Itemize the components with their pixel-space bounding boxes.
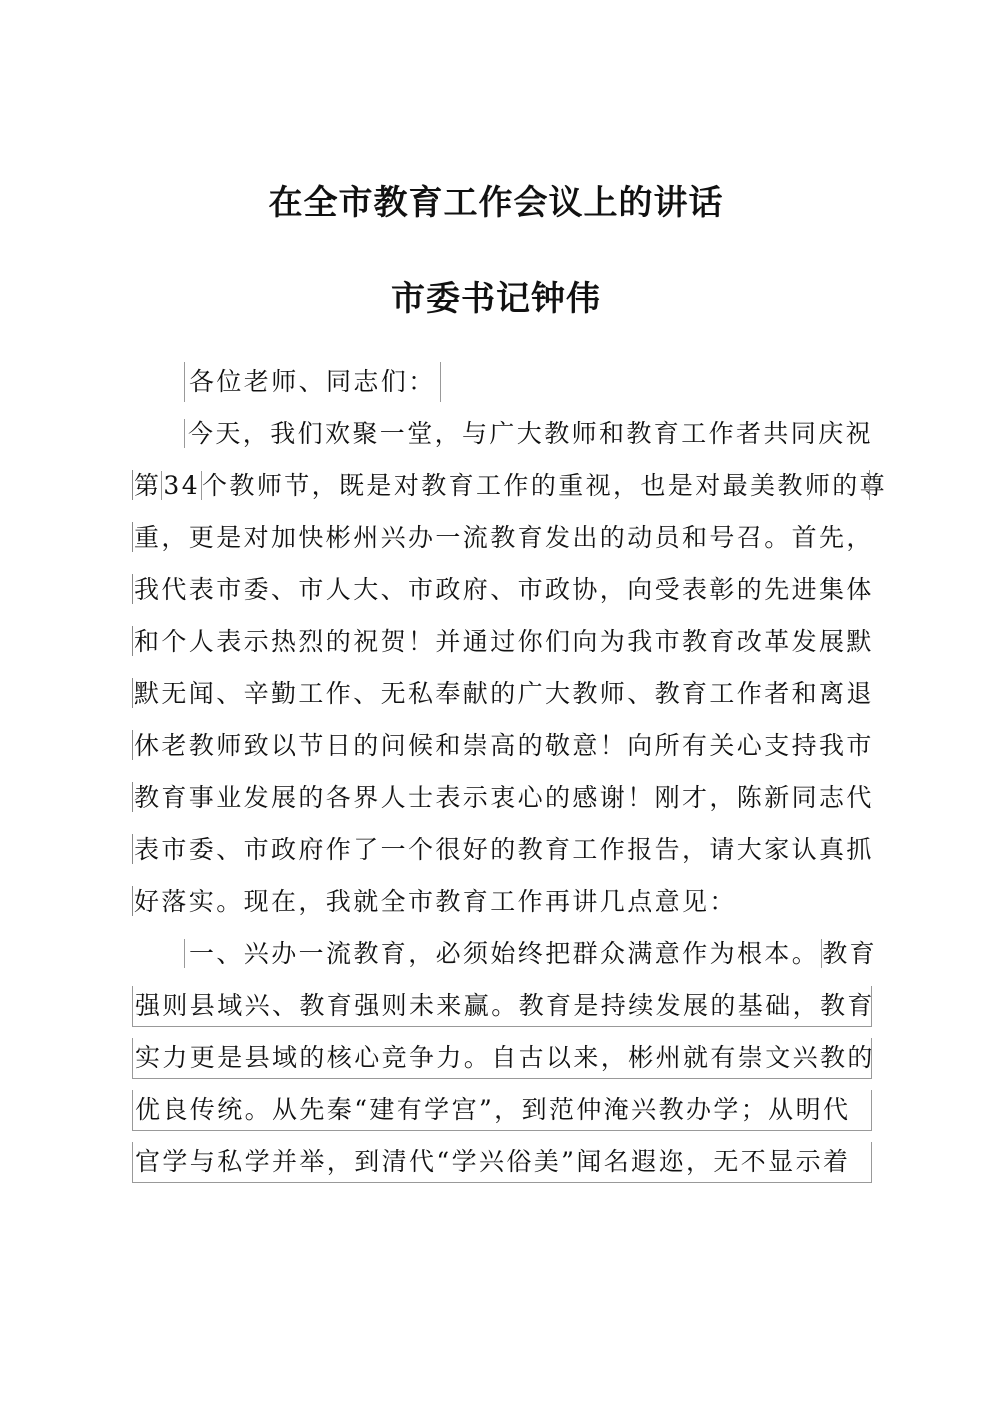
paragraph-text: 默无闻、辛勤工作、无私奉献的广大教师、教育工作者和离退: [134, 679, 874, 708]
paragraph-text: 优良传统。从先秦“建有学宫”，到范仲淹兴教办学；从明代: [132, 1090, 872, 1131]
paragraph-text: 官学与私学并举，到清代“学兴俗美”闻名遐迩，无不显示着: [132, 1142, 872, 1183]
section-heading-line: [132, 934, 878, 986]
paragraph-text: 实力更是县域的核心竞争力。自古以来，彬州就有崇文兴教的: [132, 1038, 872, 1079]
section-heading: 一、兴办一流教育，必须始终把群众满意作为根本。: [184, 939, 822, 968]
paragraph-text: 强则县域兴、教育强则未来赢。教育是持续发展的基础，教育: [132, 986, 872, 1027]
paragraph-line: [132, 830, 874, 882]
paragraph-line: [132, 1090, 870, 1142]
paragraph-line: [132, 518, 874, 570]
paragraph-text: 和个人表示热烈的祝贺！并通过你们向为我市教育改革发展默: [134, 627, 874, 656]
paragraph-line: [132, 882, 870, 934]
section-heading-tail: 教育: [822, 939, 878, 968]
paragraph-line: [132, 414, 874, 466]
paragraph-text: 今天，我们欢聚一堂，与广大教师和教育工作者共同庆祝: [184, 419, 873, 448]
paragraph-line: [132, 466, 888, 518]
greeting-line: [132, 362, 870, 414]
paragraph-text: 教育事业发展的各界人士表示衷心的感谢！刚才，陈新同志代: [134, 783, 874, 812]
author-line: 市委书记钟伟: [391, 279, 601, 319]
paragraph-line: [132, 986, 875, 1038]
paragraph-text: 我代表市委、市人大、市政府、市政协，向受表彰的先进集体: [134, 575, 874, 604]
paragraph-line: [132, 622, 874, 674]
paragraph-line: [132, 726, 874, 778]
teachers-day-number: 34: [163, 471, 201, 500]
paragraph-text-prefix: 第: [134, 471, 162, 500]
paragraph-line: [132, 778, 874, 830]
paragraph-text: 重，更是对加快彬州兴办一流教育发出的动员和号召。首先，: [134, 523, 874, 552]
document-title: 在全市教育工作会议上的讲话: [268, 183, 724, 223]
paragraph-text: 表市委、市政府作了一个很好的教育工作报告，请大家认真抓: [134, 835, 874, 864]
paragraph-text: 休老教师致以节日的问候和崇高的敬意！向所有关心支持我市: [134, 731, 874, 760]
paragraph-text: 个教师节，既是对教育工作的重视，也是对最美教师的尊: [202, 471, 888, 500]
paragraph-line: [132, 570, 874, 622]
paragraph-text: 好落实。现在，我就全市教育工作再讲几点意见：: [134, 887, 737, 916]
paragraph-line: [132, 674, 874, 726]
greeting-text: 各位老师、同志们：: [184, 362, 441, 402]
paragraph-line: [132, 1142, 870, 1194]
paragraph-line: [132, 1038, 875, 1090]
document-body: [132, 362, 888, 1194]
